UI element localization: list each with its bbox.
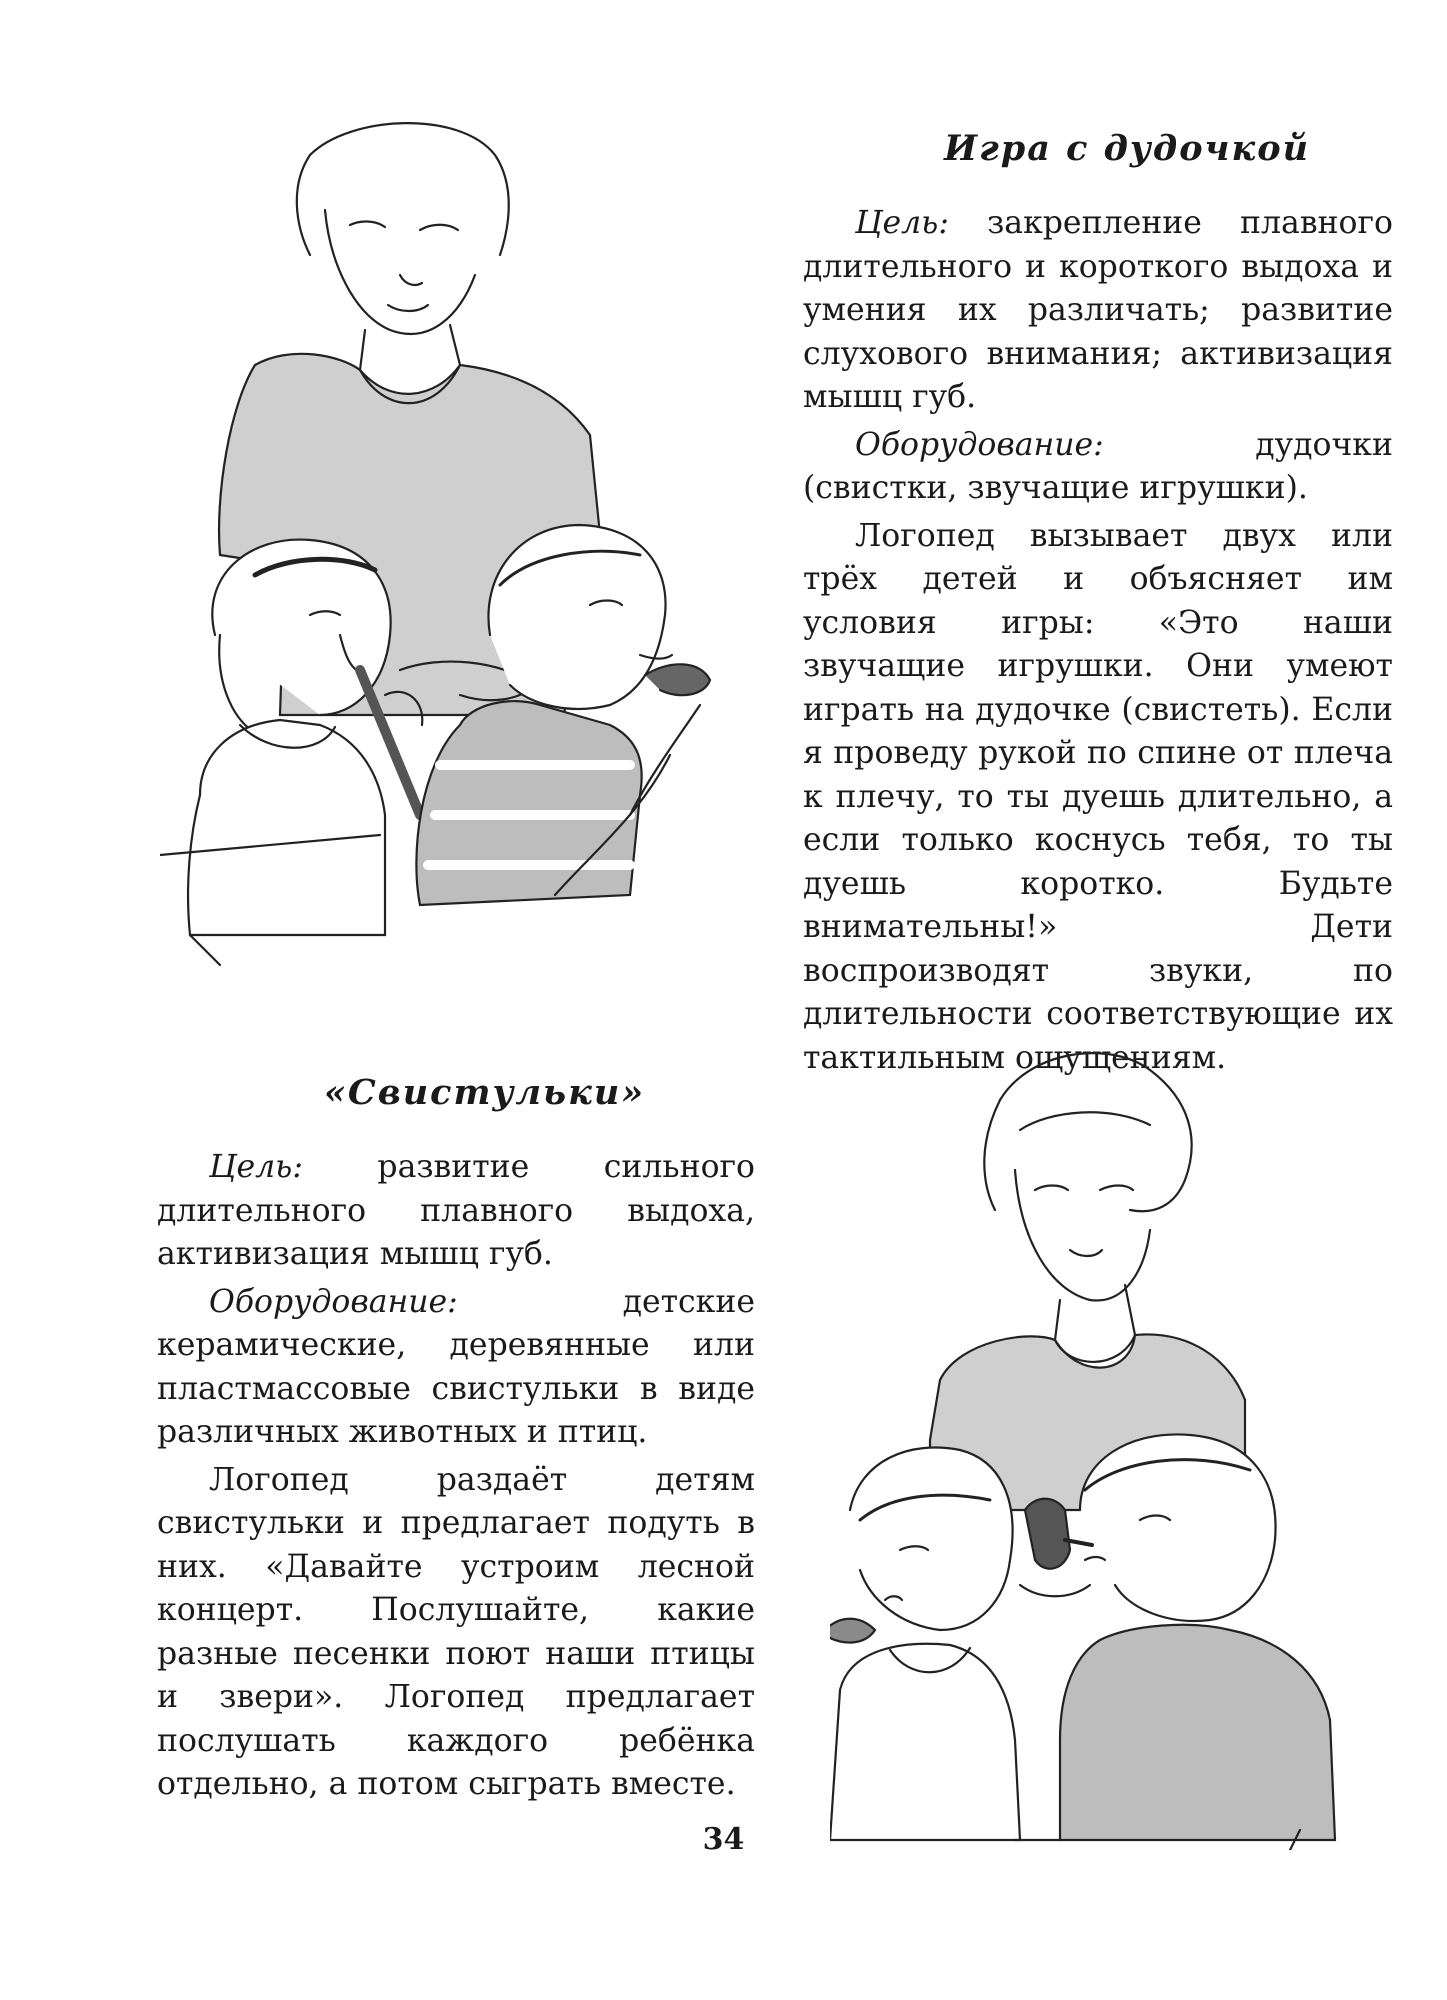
section-1-body: Логопед вызывает двух или трёх детей и объясняет им условия игры: «Это наши звучащие игрушки. Они умеют играть на дудочке (свистеть). Если я проведу рукой по спине от плеча к плечу, то ты дуешь длительно, а если только коснусь тебя, то ты дуешь коротко. Будьте внимательны!» Дети воспроизводят звуки, по длительности соответствующие их тактильным ощущениям. xyxy=(803,517,1393,1076)
section-1-goal-text: закрепление плавного длительного и короткого выдоха и умения их различать; развитие слухового внимания; активизация мышц губ. xyxy=(803,205,1393,415)
section-1-equipment-text: дудочки (свистки, звучащие игрушки). xyxy=(803,426,1393,506)
illustration-woman-children-whistles xyxy=(830,1040,1390,1850)
illustration-woman-children-pipe xyxy=(160,115,770,1005)
section-2-title: «Свистульки» xyxy=(324,1072,646,1113)
section-2-goal xyxy=(157,1146,755,1277)
section-2-equipment-text: детские керамические, деревянные или пластмассовые свистульки в виде различных животных и птиц. xyxy=(157,1283,755,1450)
section-2-equipment-label: Оборудование: xyxy=(209,1283,458,1320)
page-number: 34 xyxy=(702,1822,745,1857)
section-2-goal-text: развитие сильного длительного плавного выдоха, активизация мышц губ. xyxy=(157,1149,756,1272)
section-2-text xyxy=(157,1146,755,1811)
section-1-goal-label: Цель: xyxy=(855,205,949,241)
section-1-text xyxy=(803,202,1393,1084)
section-1-goal xyxy=(803,202,1393,420)
section-2-body: Логопед раздаёт детям свистульки и предлагает подуть в них. «Давайте устроим лесной концерт. Послушайте, какие разные песенки поют наши птицы и звери». Логопед предлагает послушать каждого ребёнка отдельно, а потом сыграть вместе. xyxy=(157,1461,755,1802)
section-2-goal-label: Цель: xyxy=(209,1149,303,1185)
section-1-equipment-label: Оборудование: xyxy=(855,426,1104,463)
section-1-equipment xyxy=(803,424,1393,511)
section-1-title: Игра с дудочкой xyxy=(944,128,1311,169)
section-2-equipment xyxy=(157,1281,755,1455)
